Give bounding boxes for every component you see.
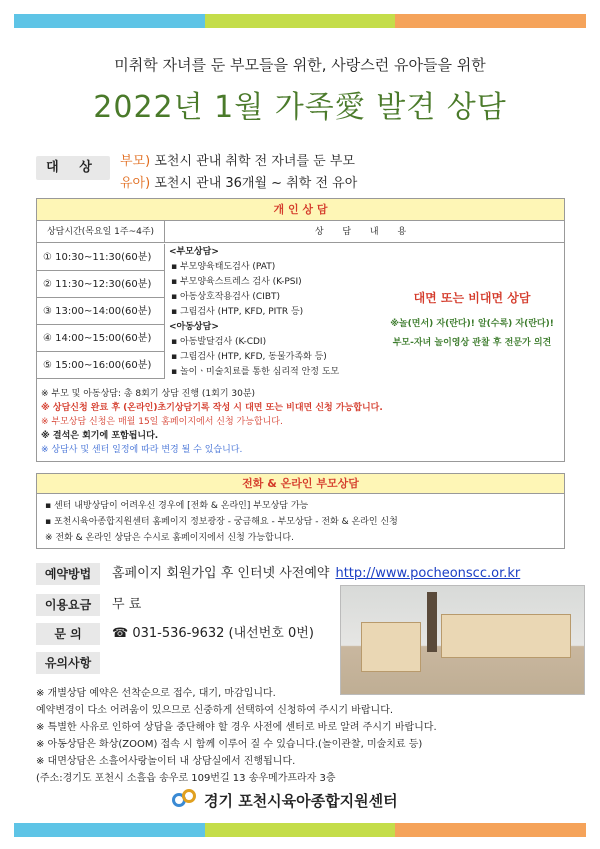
col-time-header: 상담시간(목요일 1주~4주) — [37, 221, 165, 243]
online-line: ▪ 포천시육아종합지원센터 홈페이지 정보광장 - 궁금해요 - 부모상담 - 전화 & 온라인 신청 — [45, 517, 398, 527]
caution-notes — [36, 685, 576, 787]
content-line: ▪ 그림검사 (HTP, KFD, 동물가족화 등) — [171, 352, 327, 362]
individual-counseling-table — [36, 198, 565, 462]
bar-green-segment — [205, 14, 396, 28]
individual-heading: 개 인 상 담 — [37, 199, 564, 221]
mode-text: 대면 또는 비대면 상담 — [413, 291, 531, 305]
caution-line: ※ 대면상담은 소흘어사랑놀이터 내 상담실에서 진행됩니다. — [36, 756, 296, 767]
time-slot: ④ 14:00~15:00(60분) — [37, 325, 165, 352]
time-slot: ③ 13:00~14:00(60분) — [37, 298, 165, 325]
observation-text: 부모-자녀 놀이영상 관찰 후 전문가 의견 — [392, 338, 552, 348]
counseling-room-photo — [340, 585, 585, 695]
content-line: <아동상담> — [169, 322, 219, 332]
counseling-content-list — [169, 245, 389, 380]
subtitle: 미취학 자녀를 둔 부모들을 위한, 사랑스런 유아들을 위한 — [114, 56, 486, 74]
page-title: 2022년 1월 가족愛 발견 상담 — [93, 90, 507, 125]
online-body — [37, 494, 564, 550]
bar-orange-segment — [395, 14, 586, 28]
online-counseling-box — [36, 473, 565, 549]
reserve-label: 예약방법 — [36, 563, 100, 585]
target-child-text: 포천시 관내 36개월 ~ 취학 전 유아 — [150, 176, 358, 191]
online-line: ▪ 센터 내방상담이 어려우신 경우에 [전화 & 온라인] 부모상담 가능 — [45, 501, 309, 511]
note-line: ※ 상담신청 완료 후 (온라인)초기상담기록 작성 시 대면 또는 비대면 신청 가능합니다. — [41, 403, 383, 413]
toy-shelf — [361, 622, 421, 672]
door — [427, 592, 437, 652]
target-child-line — [120, 172, 357, 191]
target-parent-line — [120, 150, 355, 169]
fee-value: 무 료 — [112, 597, 142, 612]
caution-line: ※ 특별한 사유로 인하여 상담을 중단해야 할 경우 사전에 센터로 바로 알려 주시기 바랍니다. — [36, 722, 437, 733]
content-line: ▪ 아동상호작용검사 (CIBT) — [171, 292, 281, 302]
note-line: ※ 부모상담 신청은 매월 15일 홈페이지에서 신청 가능합니다. — [41, 417, 283, 427]
counseling-mode-callout — [377, 289, 567, 348]
caution-line: ※ 개별상담 예약은 선착순으로 접수, 대기, 마감입니다. — [36, 688, 276, 699]
time-slot: ① 10:30~11:30(60분) — [37, 244, 165, 271]
content-line: <부모상담> — [169, 247, 219, 257]
bar-orange-segment — [395, 823, 586, 837]
org-name: 경기 포천시육아종합지원센터 — [204, 791, 398, 810]
online-line: ※ 전화 & 온라인 상담은 수시로 홈페이지에서 신청 가능합니다. — [45, 533, 294, 543]
org-logo — [172, 789, 398, 811]
contact-value: ☎ 031-536-9632 (내선번호 0번) — [112, 626, 314, 641]
note-line: ※ 상담사 및 센터 일정에 따라 변경 될 수 있습니다. — [41, 445, 243, 455]
slogan-text: ※놀(면서) 자(란다)! 알(수록) 자(란다)! — [390, 319, 554, 329]
caution-line: (주소:경기도 포천시 소흘읍 송우로 109번길 13 송우메가프라자 3층 — [36, 773, 336, 784]
content-line: ▪ 아동발달검사 (K-CDI) — [171, 337, 267, 347]
top-color-bar — [14, 14, 586, 28]
individual-notes — [41, 387, 561, 457]
reserve-value — [112, 563, 520, 585]
note-line: ※ 부모 및 아동상담: 총 8회기 상담 진행 (1회기 30분) — [41, 389, 256, 399]
target-label: 대 상 — [36, 156, 110, 180]
time-slot: ② 11:30~12:30(60분) — [37, 271, 165, 298]
fee-label: 이용요금 — [36, 594, 100, 616]
content-line: ▪ 부모양육스트레스 검사 (K-PSI) — [171, 277, 302, 287]
target-parent-tag: 부모) — [120, 154, 151, 169]
target-parent-text: 포천시 관내 취학 전 자녀를 둔 부모 — [150, 154, 355, 169]
caution-line: 예약변경이 다소 어려움이 있으므로 신중하게 선택하여 신청하여 주시기 바랍니다. — [36, 705, 394, 716]
reserve-text: 홈페이지 회원가입 후 인터넷 사전예약 — [112, 566, 330, 581]
col-content-header: 상 담 내 용 — [165, 221, 564, 243]
content-line: ▪ 놀이ㆍ미술치료를 통한 심리적 안정 도모 — [171, 367, 340, 377]
caution-label: 유의사항 — [36, 652, 100, 674]
online-heading: 전화 & 온라인 부모상담 — [37, 474, 564, 494]
bar-green-segment — [205, 823, 396, 837]
bottom-color-bar — [14, 823, 586, 837]
bar-blue-segment — [14, 14, 205, 28]
bar-blue-segment — [14, 823, 205, 837]
contact-label: 문 의 — [36, 623, 100, 645]
content-line: ▪ 그림검사 (HTP, KFD, PITR 등) — [171, 307, 304, 317]
logo-icon — [172, 789, 198, 811]
time-slot: ⑤ 15:00~16:00(60분) — [37, 352, 165, 379]
homepage-link[interactable]: http://www.pocheonscc.or.kr — [335, 566, 521, 581]
content-line: ▪ 부모양육태도검사 (PAT) — [171, 262, 276, 272]
note-line: ※ 결석은 회기에 포함됩니다. — [41, 431, 159, 441]
target-child-tag: 유아) — [120, 176, 151, 191]
toy-shelf — [441, 614, 571, 658]
caution-line: ※ 아동상담은 화상(ZOOM) 접속 시 함께 이루어 질 수 있습니다.(놀이관찰, 미술치료 등) — [36, 739, 423, 750]
